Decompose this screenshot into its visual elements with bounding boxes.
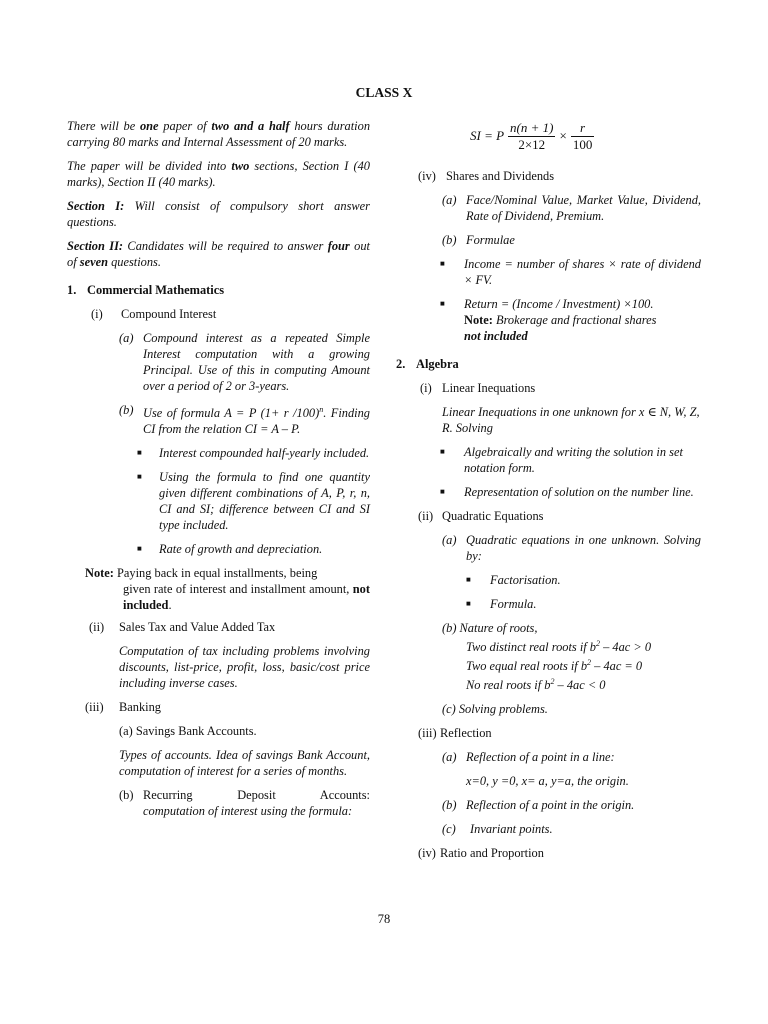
sales-tax-text: Computation of tax including problems involving discounts, list-price, profit, loss, basic/cost price including inverse cases.: [119, 644, 370, 691]
banking-item-b-text: computation of interest using the formula:: [143, 804, 353, 819]
subsection-compound-interest: [91, 306, 370, 322]
shares-bullet: [440, 296, 701, 344]
item-text: [143, 787, 370, 803]
note-continuation: [85, 581, 370, 613]
intro-text: There will be: [67, 119, 140, 133]
exponent: 2: [596, 639, 600, 648]
quadratic-bullet: [466, 572, 701, 588]
banking-item-a-text: Types of accounts. Idea of savings Bank Account, computation of interest for a series of months.: [119, 748, 370, 779]
subsection-number: (ii): [418, 509, 434, 523]
root-condition: [466, 636, 701, 655]
right-column: [396, 114, 701, 869]
item-label: (b): [442, 233, 457, 247]
intro-text: paper of: [158, 119, 212, 133]
subsection-title: Sales Tax and Value Added Tax: [119, 620, 276, 635]
reflection-item-a: [442, 749, 701, 765]
root-text: – 4ac > 0: [600, 640, 652, 655]
subsection-number: (ii): [89, 620, 105, 635]
item-label: (a): [442, 193, 457, 207]
subsection-title: Linear Inequations: [442, 381, 536, 395]
root-text: Two equal real roots if b: [466, 659, 588, 674]
subsection-number: (i): [420, 381, 432, 395]
intro-text: Candidates will be required to answer: [123, 239, 328, 253]
formula-text: Use of formula A = P (1+ r /100): [143, 406, 320, 421]
item-label: (a): [442, 750, 457, 765]
square-bullet-icon: ■: [466, 599, 471, 608]
note-bold: not included: [123, 582, 370, 613]
subsection-sales-tax: [89, 619, 370, 635]
bullet-text: Representation of solution on the number line.: [464, 485, 694, 499]
page-number: 78: [377, 912, 391, 926]
section-title: Algebra: [416, 357, 459, 371]
subsection-quadratic-equations: [418, 508, 701, 524]
square-bullet-icon: ■: [440, 299, 445, 308]
linear-bullet: [440, 484, 701, 500]
note-bold: not included: [464, 329, 528, 343]
square-bullet-icon: ■: [440, 259, 445, 268]
exponent: 2: [587, 658, 592, 668]
exponent: 2: [550, 677, 555, 687]
note-text: Brokerage and fractional shares: [492, 313, 657, 327]
square-bullet-icon: ■: [466, 575, 471, 584]
square-bullet-icon: ■: [440, 487, 445, 496]
item-text: Face/Nominal Value, Market Value, Dividend, Rate of Dividend, Premium.: [466, 193, 701, 223]
item-label: (b): [442, 798, 457, 813]
item-label: (a): [119, 331, 134, 345]
subsection-title: Reflection: [440, 726, 492, 741]
intro-bold: one: [139, 119, 159, 133]
subsection-title: Ratio and Proportion: [440, 846, 544, 861]
intro-text: Will consist of compulsory short answer questions.: [67, 199, 370, 229]
section-label: Section I:: [67, 199, 125, 213]
intro-paragraph-2: [67, 158, 370, 190]
linear-bullet: [440, 444, 701, 476]
root-text: Two distinct real roots if b: [466, 640, 596, 655]
reflection-lines: x=0, y =0, x= a, y=a, the origin.: [466, 774, 629, 789]
section-label: Section II:: [67, 239, 124, 253]
item-label: (c): [442, 822, 456, 837]
subsection-number: (iii): [418, 726, 437, 741]
linear-inequations-text: Linear Inequations in one unknown for x ∈ N, W, Z, R. Solving: [442, 405, 700, 435]
bullet-text: Income = number of shares × rate of dividend × FV.: [464, 257, 701, 287]
subsection-number: (iii): [85, 700, 104, 715]
intro-text: hours duration carrying 80 marks and Internal Assessment of 20 marks.: [67, 119, 371, 149]
bullet-text: Algebraically and writing the solution in set notation form.: [464, 445, 683, 475]
subsection-title: Shares and Dividends: [446, 169, 555, 183]
subsection-number: (i): [91, 307, 103, 321]
fraction-denominator: 100: [572, 136, 593, 152]
formula-fraction-2: [571, 120, 595, 153]
subsection-title: Quadratic Equations: [442, 509, 544, 523]
formula-lhs: SI = P: [470, 128, 505, 143]
intro-bold: four: [327, 239, 350, 253]
subsection-reflection: [418, 725, 701, 741]
times-sign: ×: [559, 128, 567, 143]
fraction-numerator: r: [571, 120, 595, 137]
exponent: n: [319, 405, 324, 414]
square-bullet-icon: ■: [440, 447, 445, 456]
ci-bullet: [137, 445, 370, 461]
intro-bold: two: [231, 159, 250, 173]
bullet-text: Rate of growth and depreciation.: [159, 542, 323, 557]
return-formula: Return = (Income / Investment) ×100.: [464, 297, 654, 311]
subsection-shares: [418, 168, 701, 184]
item-label: (b): [119, 788, 134, 803]
note-installments: [85, 565, 370, 613]
section-number: 1.: [67, 283, 77, 297]
root-text: – 4ac = 0: [591, 659, 643, 674]
square-bullet-icon: ■: [137, 544, 142, 554]
bullet-text: Formula.: [490, 597, 537, 611]
reflection-item-b: [442, 797, 701, 813]
subsection-number: (iv): [418, 846, 436, 861]
subsection-linear-inequations: [420, 380, 701, 396]
banking-item-b: [119, 787, 370, 803]
shares-item-b: [442, 232, 701, 248]
intro-text: out of: [67, 239, 370, 269]
bullet-text: Factorisation.: [490, 573, 561, 587]
banking-item-a: (a) Savings Bank Accounts.: [119, 724, 257, 739]
subsection-title: Banking: [119, 700, 161, 715]
intro-paragraph-1: [67, 118, 370, 150]
ci-bullet: [137, 469, 370, 533]
intro-bold: two and a half: [211, 119, 290, 133]
item-title: Recurring Deposit Accounts:: [143, 788, 370, 803]
item-text: Reflection of a point in the origin.: [466, 798, 635, 813]
shares-bullet: [440, 256, 701, 288]
intro-text: sections, Section I (40 marks), Section II (40 marks).: [67, 159, 370, 189]
quadratic-bullet: [466, 596, 701, 612]
root-text: – 4ac < 0: [554, 678, 606, 693]
ci-bullet: [137, 541, 370, 557]
bullet-text: Interest compounded half-yearly included.: [159, 446, 370, 461]
item-label: (b): [119, 403, 134, 417]
section-title: Commercial Mathematics: [87, 283, 225, 297]
formula-text: . Finding CI from the relation CI = A – P.: [143, 406, 370, 437]
item-text: Formulae: [466, 233, 515, 247]
formula-fraction-1: [508, 120, 555, 153]
intro-bold: seven: [79, 255, 108, 269]
note-label: Note:: [464, 313, 493, 327]
intro-paragraph-3: [67, 198, 370, 230]
section-number: 2.: [396, 357, 406, 371]
item-text: Quadratic equations in one unknown. Solving by:: [466, 533, 701, 563]
intro-text: questions.: [107, 255, 161, 269]
item-text: [143, 402, 370, 437]
note-text: given rate of interest and installment amount,: [123, 582, 353, 597]
item-text: Invariant points.: [470, 822, 553, 837]
subsection-number: (iv): [418, 169, 436, 183]
item-label: (a): [442, 533, 457, 547]
shares-item-a: [442, 192, 701, 224]
root-text: No real roots if b: [466, 678, 551, 693]
bullet-text: [464, 296, 701, 344]
ci-item-a: [119, 330, 370, 394]
square-bullet-icon: ■: [137, 448, 142, 458]
section-heading-commercial-math: [67, 282, 370, 298]
section-heading-algebra: [396, 356, 701, 372]
subsection-banking: [85, 699, 370, 715]
root-condition: [466, 674, 701, 693]
subsection-ratio-proportion: [418, 845, 701, 861]
fraction-numerator: n(n + 1): [510, 119, 554, 135]
rd-interest-formula: [470, 114, 701, 158]
note-label: Note:: [85, 566, 114, 581]
quadratic-item-a: [442, 532, 701, 564]
ci-item-b: [119, 402, 370, 437]
item-text: Reflection of a point in a line:: [466, 750, 615, 765]
bullet-text: Using the formula to find one quantity given different combinations of A, P, r, n, CI and SI; difference between CI and SI type included.: [159, 470, 370, 533]
intro-text: The paper will be divided into: [67, 159, 232, 173]
item-text: Compound interest as a repeated Simple Interest computation with a growing Principal. Use of this in computing Amount over a period of 2 or 3-years.: [143, 331, 370, 393]
note-text: .: [168, 598, 172, 613]
page-title: CLASS X: [355, 85, 413, 100]
note-text: Paying back in equal installments, being: [113, 566, 318, 581]
root-condition: [466, 655, 701, 674]
quadratic-item-c: (c) Solving problems.: [442, 702, 548, 717]
quadratic-item-b: (b) Nature of roots,: [442, 621, 538, 635]
square-bullet-icon: ■: [137, 472, 142, 482]
intro-paragraph-4: [67, 238, 370, 270]
left-column: [67, 118, 370, 819]
fraction-denominator: 2×12: [518, 136, 546, 152]
reflection-item-c: [442, 821, 701, 837]
subsection-title: Compound Interest: [121, 307, 217, 321]
